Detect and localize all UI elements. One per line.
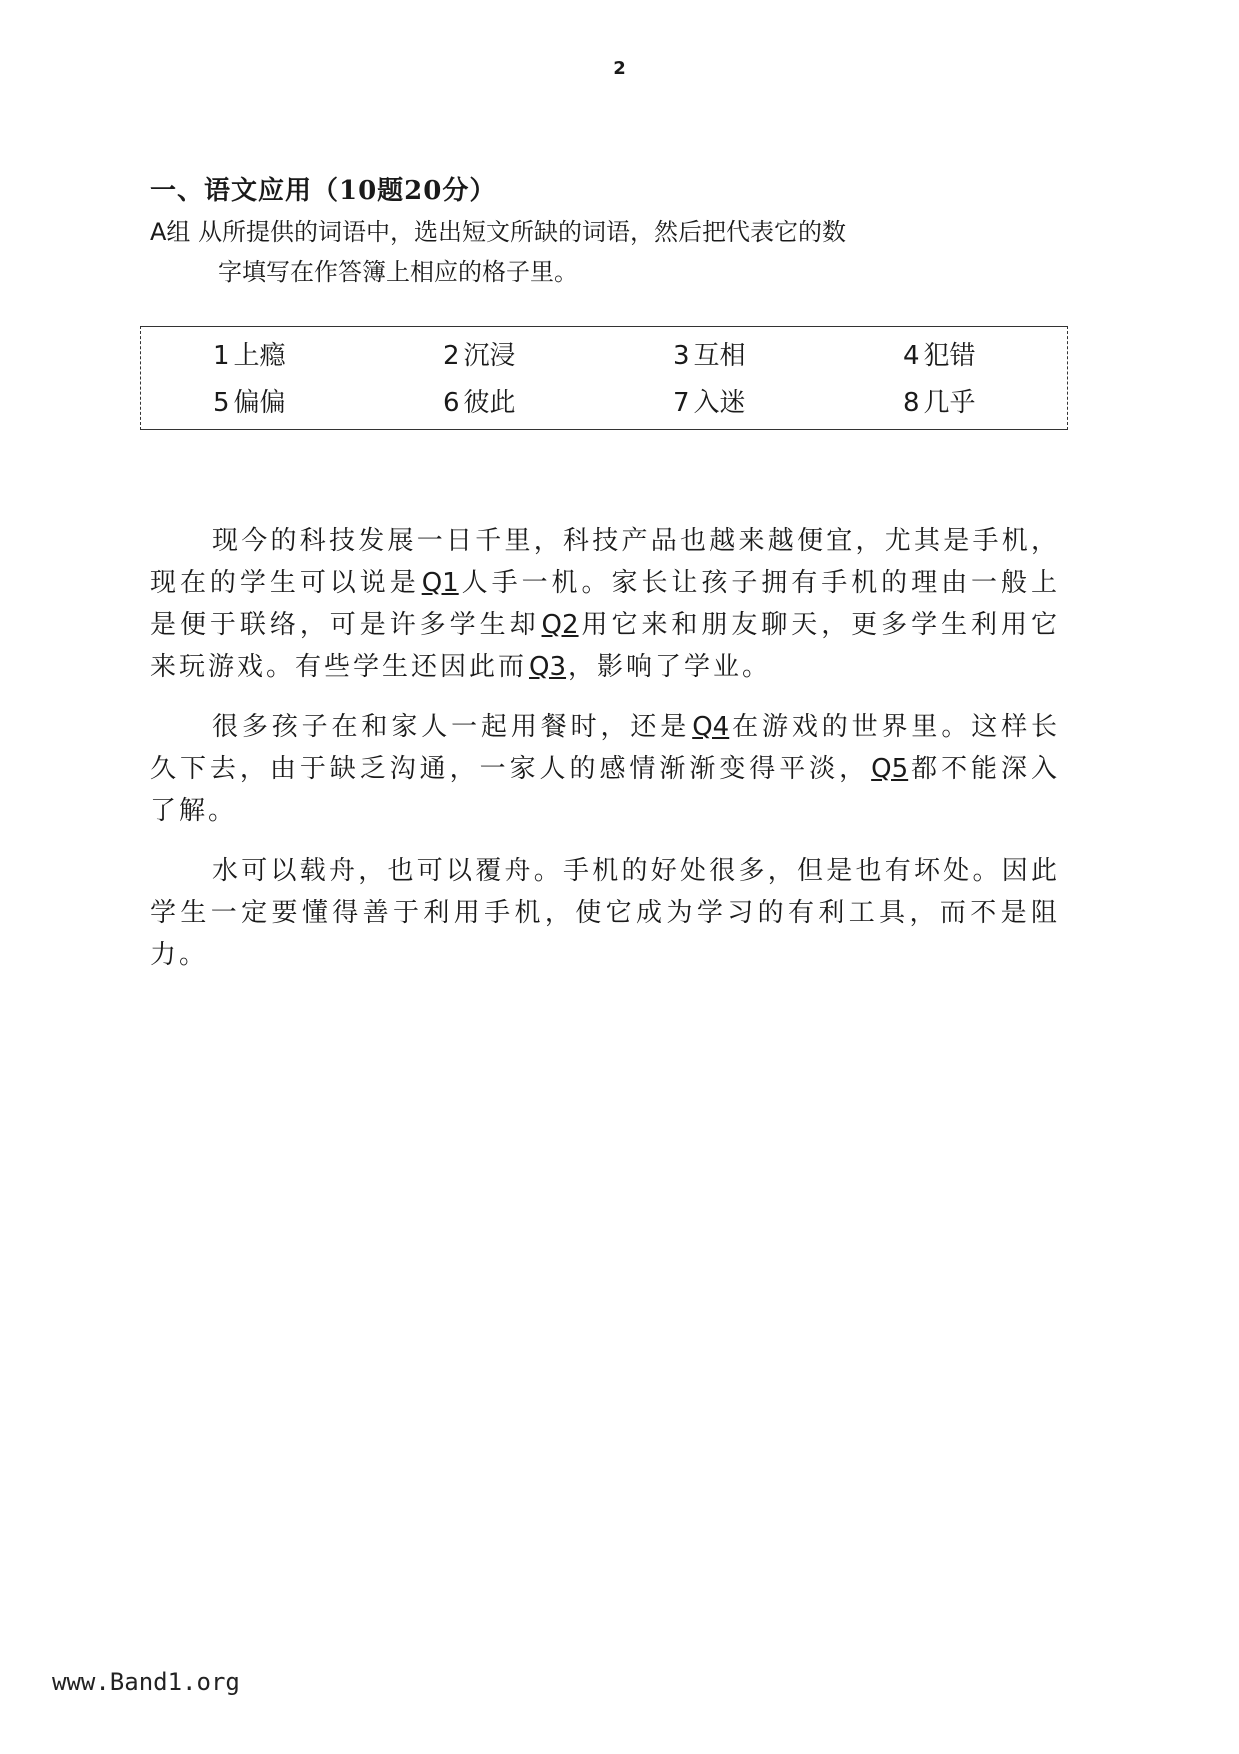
word-option-number: 1 xyxy=(213,341,230,371)
word-option-text: 几乎 xyxy=(923,388,976,418)
passage-text: 人手一机。家长让孩子拥有手机的理由一般上是便于联络，可是许多学生却 xyxy=(150,568,1060,640)
passage-text: ，影响了学业。 xyxy=(568,652,772,682)
word-option-number: 8 xyxy=(903,388,920,418)
passage-text: 水可以载舟，也可以覆舟。手机的好处很多，但是也有坏处。因此学生一定要懂得善于利用手机，使它成为学习的有利工具，而不是阻力。 xyxy=(150,856,1060,970)
word-option xyxy=(213,380,443,427)
passage-paragraph-2 xyxy=(150,706,1060,832)
blank-q1: Q1 xyxy=(421,568,459,598)
word-bank-grid xyxy=(141,327,1067,427)
word-option-text: 沉浸 xyxy=(463,341,516,371)
passage-text: 用它来和朋友聊天，更多学生利用它来玩游戏。有些学生还因此而 xyxy=(150,610,1060,682)
word-option-text: 彼此 xyxy=(463,388,516,418)
passage-text: 在游戏的世界里。这样长久下去，由于缺乏沟通，一家人的感情渐渐变得平淡， xyxy=(150,712,1060,784)
word-bank-box xyxy=(140,326,1068,430)
word-option xyxy=(673,380,903,427)
word-option xyxy=(213,333,443,380)
passage-text: 现今的科技发展一日千里，科技产品也越来越便宜，尤其是手机，现在的学生可以说是 xyxy=(150,526,1060,598)
word-option-number: 2 xyxy=(443,341,460,371)
passage-paragraph-3 xyxy=(150,850,1060,976)
page-number: 2 xyxy=(613,58,626,79)
passage-text: 很多孩子在和家人一起用餐时，还是 xyxy=(212,712,691,742)
passage xyxy=(150,520,1060,994)
word-option-text: 互相 xyxy=(693,341,746,371)
word-option-number: 6 xyxy=(443,388,460,418)
word-option xyxy=(443,380,673,427)
word-option-number: 4 xyxy=(903,341,920,371)
blank-q3: Q3 xyxy=(529,652,567,682)
word-option xyxy=(443,333,673,380)
instruction-line-1: 从所提供的词语中，选出短文所缺的词语，然后把代表它的数 xyxy=(198,218,847,246)
word-option-text: 偏偏 xyxy=(233,388,286,418)
passage-text: 都不能深入了解。 xyxy=(150,754,1060,826)
blank-q2: Q2 xyxy=(541,610,579,640)
word-option xyxy=(903,333,1133,380)
word-option-number: 3 xyxy=(673,341,690,371)
word-option xyxy=(903,380,1133,427)
word-option-text: 入迷 xyxy=(693,388,746,418)
watermark: www.Band1.org xyxy=(52,1668,240,1696)
instruction xyxy=(150,212,1050,292)
group-label: A组 xyxy=(150,218,191,246)
instruction-line-2: 字填写在作答簿上相应的格子里。 xyxy=(218,258,578,286)
blank-q4: Q4 xyxy=(692,712,730,742)
word-option-number: 5 xyxy=(213,388,230,418)
word-option-text: 犯错 xyxy=(923,341,976,371)
word-option-text: 上瘾 xyxy=(233,341,286,371)
blank-q5: Q5 xyxy=(871,754,909,784)
word-option-number: 7 xyxy=(673,388,690,418)
section-title: 一、语文应用（10题20分） xyxy=(150,176,497,206)
passage-paragraph-1 xyxy=(150,520,1060,688)
word-option xyxy=(673,333,903,380)
